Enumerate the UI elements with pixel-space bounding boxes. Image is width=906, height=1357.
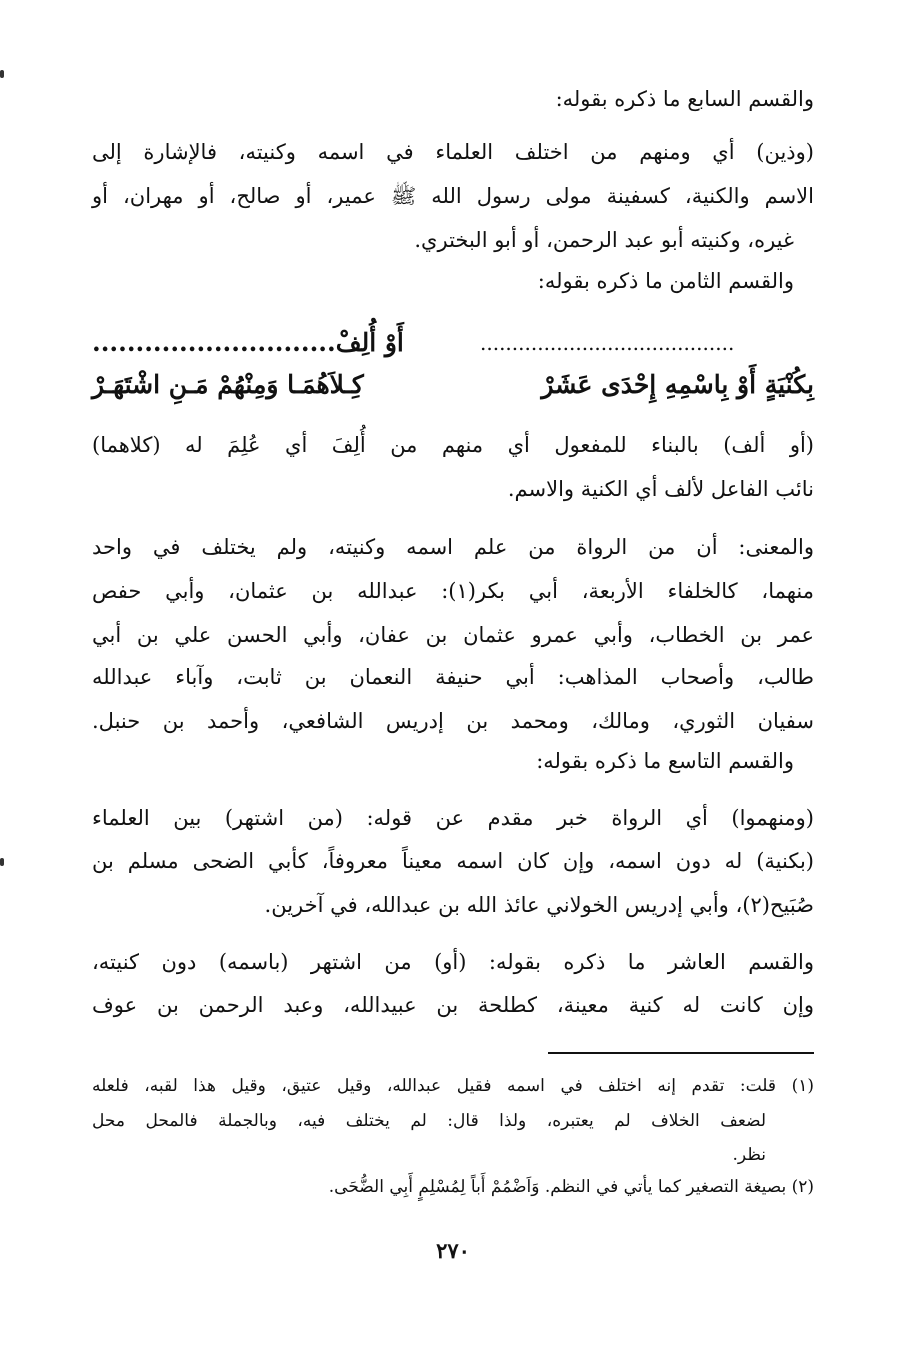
paragraph-line: (أو ألف) بالبناء للمفعول أي منهم من أُلِفَ أي عُلِمَ له (كلاهما): [92, 433, 814, 457]
paragraph-line: صُبَيح(٢)، وأبي إدريس الخولاني عائذ الله بن عبدالله، في آخرين.: [264, 893, 814, 917]
footnote-1-line: لضعف الخلاف لم يعتبره، ولذا قال: لم يختلف فيه، وبالجملة فالمحل محل: [92, 1111, 766, 1131]
verse-line1-left: أَوْ أُلِفْ............................: [92, 328, 404, 357]
footnote-2: (٢) بصيغة التصغير كما يأتي في النظم. وَاَضْمُمْ أَباً لِمُسْلِمٍ أَبِي الضُّحَى.: [328, 1177, 814, 1197]
paragraph-line: نائب الفاعل لألف أي الكنية والاسم.: [507, 477, 814, 501]
paragraph-line: والقسم العاشر ما ذكره بقوله: (أو) من اشتهر (باسمه) دون كنيته،: [92, 950, 814, 974]
paragraph-line: سفيان الثوري، ومالك، ومحمد بن إدريس الشافعي، وأحمد بن حنبل.: [92, 709, 814, 733]
paragraph-line: منهما، كالخلفاء الأربعة، أبي بكر(١): عبدالله بن عثمان، وأبي حفص: [92, 579, 814, 603]
verse-line2-right: بِكُنْيَةٍ أَوْ بِاسْمِهِ إِحْدَى عَشَرْ: [541, 370, 814, 399]
section-nine-heading: والقسم التاسع ما ذكره بقوله:: [536, 749, 794, 773]
footnote-1-line: نظر.: [732, 1145, 766, 1165]
verse-line1-right: ........................................: [480, 331, 735, 355]
paragraph-line: (بكنية) له دون اسمه، وإن كان اسمه معيناً معروفاً، كأبي الضحى مسلم بن: [92, 849, 814, 873]
footnote-divider: [548, 1052, 814, 1054]
verse-line2-left: كِـلاَهُمَـا وَمِنْهُمْ مَـنِ اشْتَهَـرْ: [92, 370, 364, 399]
paragraph-line: (ومنهموا) أي الرواة خبر مقدم عن قوله: (من اشتهر) بين العلماء: [92, 806, 814, 830]
paragraph-line: عمر بن الخطاب، وأبي عمرو عثمان بن عفان، وأبي الحسن علي بن أبي: [92, 623, 814, 647]
paragraph-line: وإن كانت له كنية معينة، كطلحة بن عبيدالله، وعبد الرحمن بن عوف: [92, 993, 814, 1017]
scan-edge-mark: [0, 858, 4, 866]
page-number: ٢٧٠: [436, 1238, 470, 1263]
scan-edge-mark: [0, 70, 4, 78]
paragraph-line: والمعنى: أن من الرواة من علم اسمه وكنيته، ولم يختلف في واحد: [92, 535, 814, 559]
paragraph-line: طالب، وأصحاب المذاهب: أبي حنيفة النعمان بن ثابت، وآباء عبدالله: [92, 665, 814, 689]
section-seven-heading: والقسم السابع ما ذكره بقوله:: [555, 87, 814, 111]
paragraph-line: الاسم والكنية، كسفينة مولى رسول الله ﷺ عمير، أو صالح، أو مهران، أو: [92, 184, 814, 208]
section-eight-heading: والقسم الثامن ما ذكره بقوله:: [537, 269, 794, 293]
paragraph-line: غيره، وكنيته أبو عبد الرحمن، أو أبو البختري.: [414, 228, 794, 252]
paragraph-line: (وذين) أي ومنهم من اختلف العلماء في اسمه وكنيته، فالإشارة إلى: [92, 140, 814, 164]
footnote-1-line: (١) قلت: تقدم إنه اختلف في اسمه فقيل عبدالله، وقيل عتيق، وقيل هذا لقبه، فلعله: [92, 1076, 814, 1096]
